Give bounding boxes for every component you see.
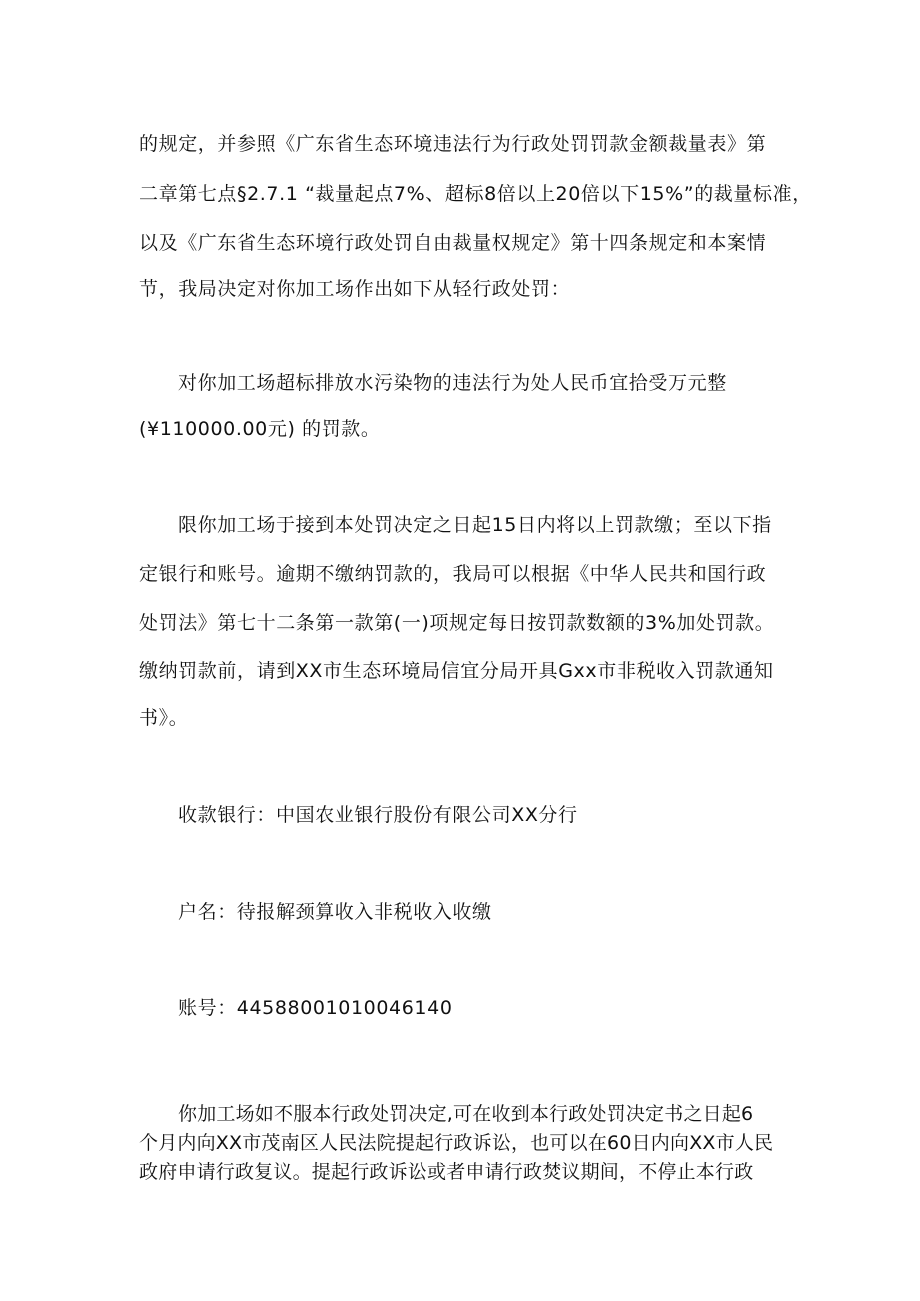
text-line: 二章第七点§2.7.1 “裁量起点7%、超标8倍以上20倍以下15%”的裁量标准，: [139, 183, 812, 205]
bank-name: 收款银行：中国农业银行股份有限公司XX分行: [178, 804, 578, 826]
text-line: 的规定，并参照《广东省生态环境违法行为行政处罚罚款金额裁量表》第: [139, 133, 767, 155]
text-line: 书》。: [139, 707, 189, 729]
text-line: 处罚法》第七十二条第一款第(一)项规定每日按罚款数额的3%加处罚款。: [139, 612, 775, 634]
text-line: 对你加工场超标排放水污染物的违法行为处人民币宜拾受万元整: [178, 372, 727, 394]
text-line: (¥110000.00元) 的罚款。: [139, 418, 381, 440]
account-name: 户名：待报解颈算收入非税收入收缴: [178, 901, 492, 923]
text-line: 你加工场如不服本行政处罚决定,可在收到本行政处罚决定书之日起6: [178, 1103, 754, 1125]
text-line: 政府申请行政复议。提起行政诉讼或者申请行政焚议期间，不停止本行政: [139, 1161, 754, 1183]
text-line: 缴纳罚款前，请到XX市生态环境局信宜分局开具Gxx市非税收入罚款通知: [139, 660, 774, 682]
text-line: 节，我局决定对你加工场作出如下从轻行政处罚：: [139, 278, 571, 300]
text-line: 限你加工场于接到本处罚决定之日起15日内将以上罚款缴；至以下指: [178, 514, 772, 536]
account-number: 账号：44588001010046140: [178, 997, 453, 1019]
text-line: 个月内向XX市茂南区人民法院提起行政诉讼，也可以在60日内向XX市人民: [139, 1132, 774, 1154]
text-line: 以及《广东省生态环境行政处罚自由裁量权规定》第十四条规定和本案情: [139, 232, 767, 254]
text-line: 定银行和账号。逾期不缴纳罚款的，我局可以根据《中华人民共和国行政: [139, 563, 767, 585]
